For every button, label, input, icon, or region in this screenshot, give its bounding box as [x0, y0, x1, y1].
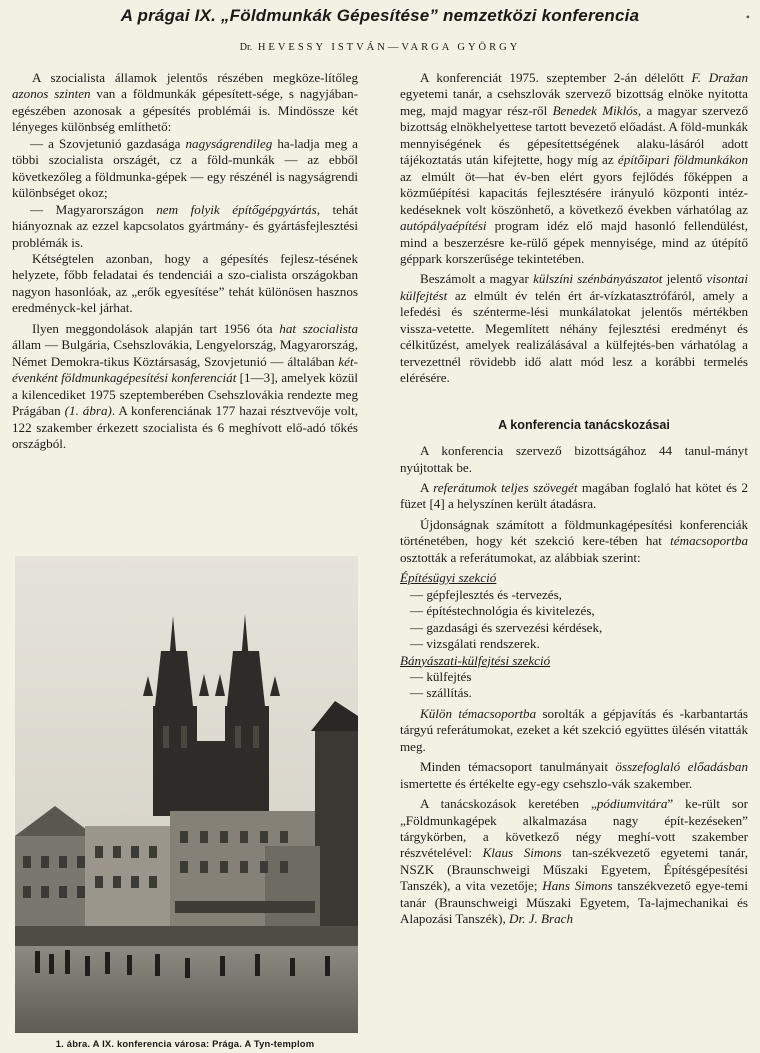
- list-item: — gazdasági és szervezési kérdések,: [410, 619, 603, 635]
- section-subheading: Bányászati-külfejtési szekció: [400, 652, 551, 668]
- paragraph: A konferencia szervező bizottságához 44 tanul-mányt nyújtottak be.: [400, 443, 748, 475]
- section-subheading: Építésügyi szekció: [400, 570, 497, 586]
- article-authors: [0, 42, 760, 53]
- paragraph: Kétségtelen azonban, hogy a gépesítés fejlesz-tésének helyzete, főbb feladatai és tendenciái a szo-cialista országokban nagyon hasonlóak, az „erők egyesítése” tehát különösen hasznos eredményck-kel járhat.: [12, 250, 358, 316]
- paragraph: — a Szovjetunió gazdasága nagyságrendileg ha-ladja meg a többi szocialista országét, cz a föld-munkák — az ebből következőleg a földmunka-gépek — egy részénél is nagyságrendi különbséget okoz;: [12, 135, 358, 201]
- article-title: A prágai IX. „Földmunkák Gépesítése” nemzetközi konferencia: [120, 6, 640, 25]
- author-prefix: Dr.: [239, 42, 253, 53]
- author-names: HEVESSY ISTVÁN—VARGA GYÖRGY: [257, 42, 521, 53]
- right-column: [400, 70, 748, 928]
- paragraph: A konferenciát 1975. szeptember 2-án délelőtt F. Dražan egyetemi tanár, a csehszlovák szervező bizottság elnöke nyitotta meg, majd magyar rész-ről Benedek Miklós, a magyar szervező bizottság elnökhelyettese tartott bevezető előadást. A föld-munkák mennyiségének és gépesítettségének alaku-lásáról adott tájékoztatás után kifejtette, hogy míg az építőipari földmunkákon az elmúlt öt—hat év-ben elért gyors fejlődés főképpen a közműépítési kapacitás fejlesztésére irányuló központi intéz-kedéseknek volt köszönhető, a következő években várhatólag az autópályaépítési program idéz elő majd hasonló fellendülést, mind a beszerzésre ke-rülő gépek mennyisége, mind az útépítő géppark korszerűsége tekintetében.: [400, 70, 749, 266]
- paragraph: Minden témacsoport tanulmányait összefoglaló előadásban ismertette és értékelte egy-egy csehszlo-vák szakember.: [400, 759, 748, 791]
- list-item: — építéstechnológia és kivitelezés,: [410, 603, 595, 619]
- page-mark: •: [745, 10, 750, 24]
- left-column: [12, 70, 358, 452]
- figure-caption: 1. ábra. A IX. konferencia városa: Prága. A Tyn-templom: [55, 1038, 315, 1049]
- paragraph: A szocialista államok jelentős részében megköze-lítőleg azonos szinten van a földmunkák gépesített-sége, s nagyjában-egészében azonosak a gépesítés problémái is. Mindössze két lényeges különbség említhető:: [12, 70, 358, 135]
- paragraph: A tanácskozások keretében „pódiumvitára” ke-rült sor „Földmunkagépek alkalmazása nagy épít-kezéseken” tárgykörben, a következő négy meghí-vott szakember részvételével: Klaus Simons tan-székvezető egyetemi tanár, NSZK (Braunschweigi Műszaki Egyetem, Építésgépesítési Tanszék), a vita vezetője; Hans Simons tanszékvezető egye-temi tanár (Braunschweigi Műszaki Egyetem, Ta-lajmechanikai és Alapozási Tanszék), Dr. J. Brach: [400, 796, 749, 927]
- list-item: — vizsgálati rendszerek.: [410, 636, 540, 652]
- paragraph: Ilyen meggondolások alapján tart 1956 óta hat szocialista állam — Bulgária, Csehszlovákia, Lengyelország, Magyarország, Német Demokra-tikus Köztársaság, Szovjetunió — általában két-évenként földmunkagépesítési konferenciát [1—3], amelyek közül a kilencediket 1975 szeptemberében Csehszlovákia rendezte meg Prágában (1. ábra). A konferenciának 177 hazai résztvevője volt, 122 szakember érkezett szocialista és 6 meghívott elő-adó tőkés országból.: [12, 320, 358, 451]
- paragraph: Újdonságnak számított a földmunkagépesítési konferenciák történetében, hogy két szekció kere-tében hat témacsoportba osztották a referátumokat, az alábbiak szerint:: [400, 516, 748, 565]
- paragraph: Külön témacsoportba sorolták a gépjavítás és -karbantartás tárgyú referátumokat, ezeket a két szekció együttes ülésén vitatták meg.: [400, 705, 748, 754]
- list-item: — szállítás.: [410, 685, 472, 701]
- paragraph: — Magyarországon nem folyik építőgépgyártás, tehát hiányoznak az ezzel kapcsolatos gyártmány- és gyártásfejlesztési problémák is.: [12, 201, 358, 250]
- section-heading: A konferencia tanácskozásai: [498, 417, 670, 432]
- paragraph: Beszámolt a magyar külszíni szénbányászatot jelentő visontai külfejtést az elmúlt év telén ért ár-vízkatasztrófáról, amely a lefedési és szénterme-lési munkálatokat jelentős mértékben vissza-vetette. Megemlített néhány fejlesztési eredményt és célkitűzést, amelyek realizálásával a külfejtés-ben várhatólag a tervezettnél rövidebb idő alatt mód lesz a korábbi termelés elérésére.: [400, 271, 748, 386]
- tyn-church-photo: [15, 556, 358, 1033]
- paragraph: A referátumok teljes szövegét magában foglaló hat kötet és 2 füzet [4] a helyszínen került átadásra.: [400, 479, 748, 512]
- list-item: — gépfejlesztés és -tervezés,: [410, 586, 562, 602]
- list-item: — külfejtés: [410, 668, 472, 684]
